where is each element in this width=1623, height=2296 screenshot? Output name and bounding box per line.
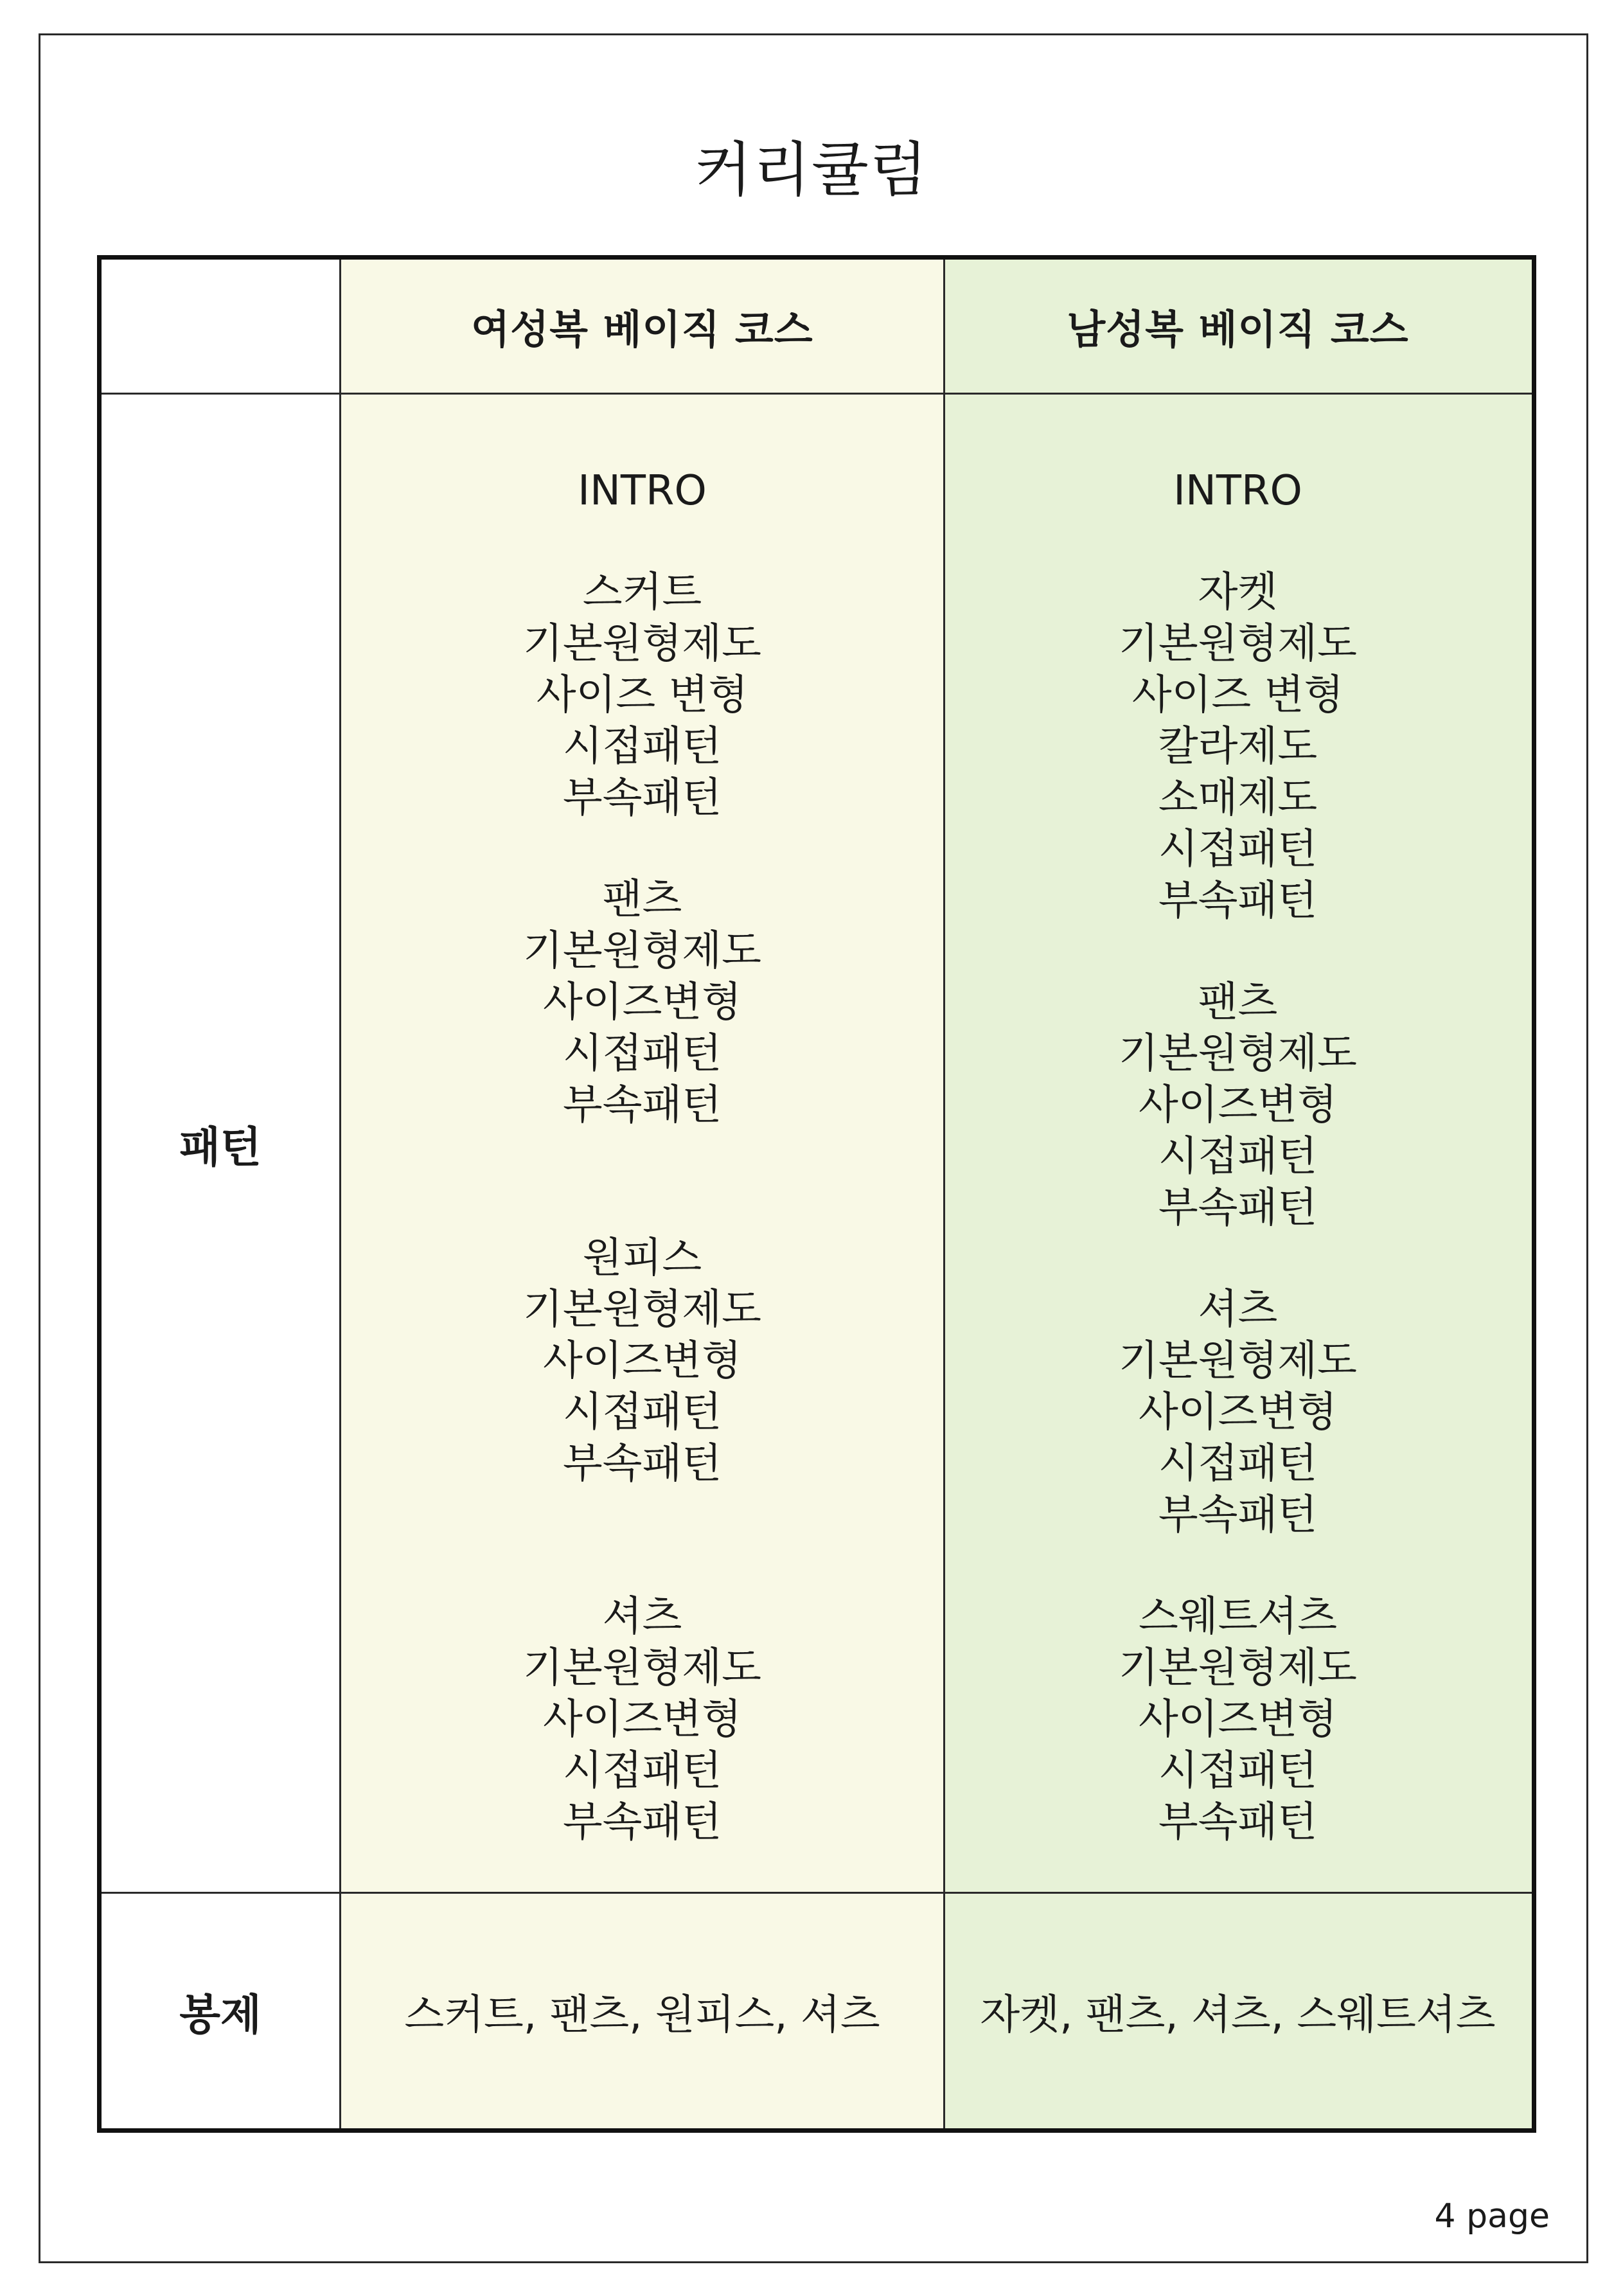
pattern-item: 기본원형제도: [1119, 1337, 1357, 1385]
women-pattern-list: [341, 465, 944, 1848]
pattern-item: 사이즈 변형: [536, 672, 749, 719]
pattern-item: 부속패턴: [562, 774, 722, 822]
pattern-item: 기본원형제도: [523, 927, 761, 975]
pattern-item: 시접패턴: [562, 1747, 722, 1795]
pattern-item: 칼라제도: [1158, 723, 1318, 770]
pattern-item: 시접패턴: [562, 1389, 722, 1436]
garment-title: 스웨트셔츠: [1138, 1593, 1338, 1641]
pattern-item: 사이즈 변형: [1131, 672, 1344, 719]
intro-label: INTRO: [578, 467, 707, 515]
garment-title: 자켓: [1198, 569, 1278, 616]
garment-title: 셔츠: [602, 1593, 682, 1641]
pattern-item: 부속패턴: [1158, 877, 1318, 925]
header-corner-cell: [102, 260, 339, 393]
pattern-item: 부속패턴: [562, 1440, 722, 1488]
pattern-item: 시접패턴: [1158, 1133, 1318, 1180]
page-number: 4 page: [1434, 2197, 1550, 2236]
garment-title: 원피스: [582, 1234, 702, 1282]
pattern-item: 부속패턴: [1158, 1184, 1318, 1232]
pattern-item: 기본원형제도: [523, 1644, 761, 1692]
pattern-item: 부속패턴: [562, 1081, 722, 1129]
pattern-item: 사이즈변형: [1138, 1081, 1338, 1129]
pattern-item: 시접패턴: [1158, 1747, 1318, 1795]
pattern-item: 사이즈변형: [1138, 1389, 1338, 1436]
pattern-item: 부속패턴: [1158, 1799, 1318, 1846]
pattern-item: 기본원형제도: [523, 620, 761, 668]
header-men-course: 남성복 베이직 코스: [1067, 306, 1409, 353]
header-women-course: 여성복 베이직 코스: [471, 306, 813, 353]
garment-title: 셔츠: [1198, 1286, 1278, 1333]
row-label-pattern: 패턴: [179, 1122, 262, 1172]
pattern-item: 기본원형제도: [1119, 620, 1357, 668]
garment-title: 팬츠: [602, 876, 682, 923]
page-title: 커리큘럼: [695, 136, 928, 204]
pattern-item: 기본원형제도: [1119, 1644, 1357, 1692]
pattern-item: 사이즈변형: [542, 1696, 742, 1743]
row-label-sewing: 봉제: [179, 1990, 262, 2040]
women-sewing-items: 스커트, 팬츠, 원피스, 셔츠: [404, 1991, 880, 2039]
pattern-item: 소매제도: [1158, 774, 1318, 822]
garment-title: 스커트: [582, 569, 702, 616]
men-pattern-list: [944, 465, 1532, 1848]
pattern-item: 시접패턴: [1158, 1440, 1318, 1488]
pattern-item: 부속패턴: [562, 1799, 722, 1846]
pattern-item: 사이즈변형: [542, 1337, 742, 1385]
pattern-item: 시접패턴: [562, 723, 722, 770]
pattern-item: 시접패턴: [562, 1030, 722, 1078]
pattern-item: 사이즈변형: [542, 979, 742, 1026]
pattern-item: 기본원형제도: [523, 1286, 761, 1333]
men-sewing-items: 자켓, 팬츠, 셔츠, 스웨트셔츠: [980, 1991, 1496, 2039]
pattern-item: 기본원형제도: [1119, 1030, 1357, 1078]
garment-title: 팬츠: [1198, 979, 1278, 1026]
curriculum-table: [97, 255, 1536, 2133]
pattern-item: 부속패턴: [1158, 1491, 1318, 1539]
pattern-item: 시접패턴: [1158, 826, 1318, 873]
pattern-item: 사이즈변형: [1138, 1696, 1338, 1743]
intro-label: INTRO: [1173, 467, 1302, 515]
